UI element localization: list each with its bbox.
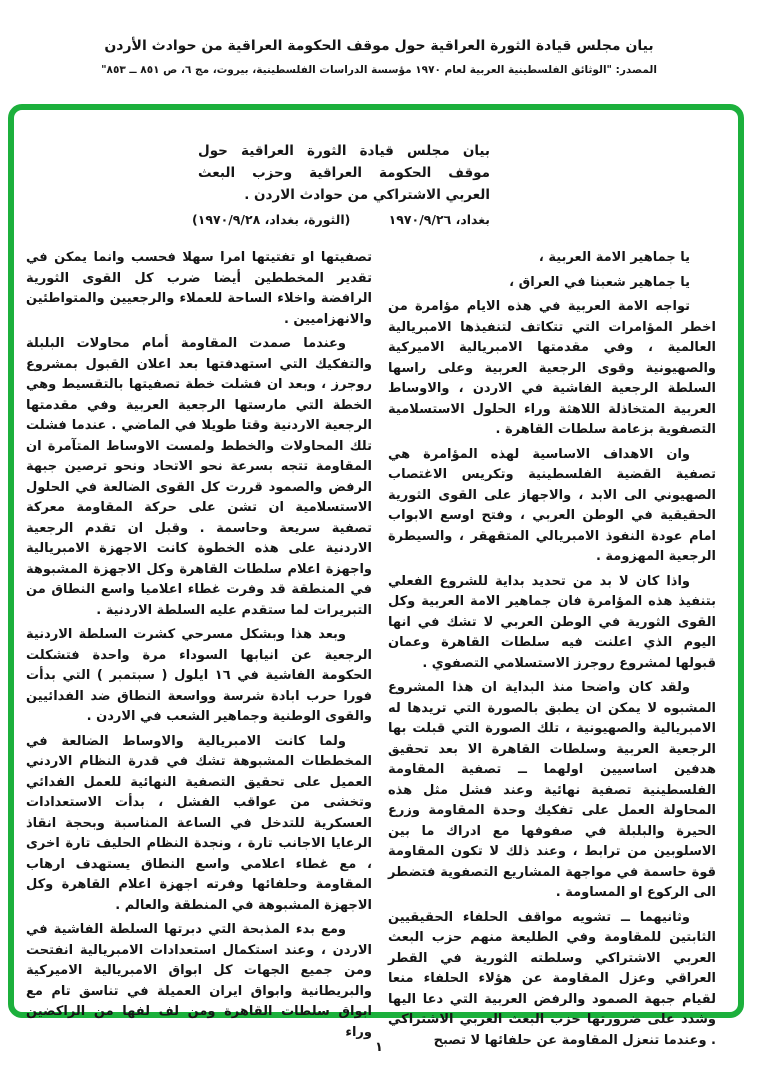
paragraph: وعندما صمدت المقاومة أمام محاولات البلبلة والتفكيك التي استهدفتها بعد اعلان القبول بمشروع روجرز ، وبعد ان فشلت خطة تصفيتها بالتقسيط وهي الخطة التي مارستها الرجعية العربية وفي مقدمتها الرجعية الاردنية وقتا طويلا في الماضي . عندما فشلت تلك المحاولات والخطط ولمست الاوساط المتآمرة ان المقاومة تتجه بسرعة نحو الاتحاد ونحو ترصين جبهة الرفض والصمود قررت كل القوى الضالعة في الحلول الاستسلامية ان تشن على حركة المقاومة معركة تصفية سريعة وحاسمة . وقبل ان تقدم الرجعية الاردنية على هذه الخطوة كانت الاجهزة الامبريالية واجهزة اعلام سلطات القاهرة وكل الاجهزة المشبوهة في المنطقة قد وفرت غطاء اعلاميا واسع النطاق من التبريرات لما ستقدم عليه السلطة الاردنية .	[26, 336, 372, 618]
paragraph: واذا كان لا بد من تحديد بداية للشروع الفعلي بتنفيذ هذه المؤامرة فان جماهير الامة العربية وكل القوى الثورية في الوطن العربي لا تشك في انها اليوم الذي اعلنت فيه سلطات القاهرة وعمان قبولها لمشروع روجرز الاستسلامي التصفوي .	[388, 573, 716, 671]
paragraph: وبعد هذا وبشكل مسرحي كشرت السلطة الاردنية الرجعية عن انيابها السوداء مرة واحدة فتشكلت الحكومة الفاشية في ١٦ ايلول ( سبتمبر ) التي بدأت فورا حرب ابادة شرسة وواسعة النطاق ضد الفدائيين والقوى الوطنية وجماهير الشعب في الاردن .	[26, 627, 372, 724]
paragraph: تصفيتها او تفتيتها امرا سهلا فحسب وانما يمكن في تقدير المخططين أيضا ضرب كل القوى الثورية الرافضة واخلاء الساحة للعملاء والرجعيين والمتواطئين والانهزاميين .	[26, 250, 372, 327]
paragraph: ولقد كان واضحا منذ البداية ان هذا المشروع المشبوه لا يمكن ان يطبق بالصورة التي تريدها له الامبريالية والصهيونية ، تلك الصورة التي قبلت بها الرجعية العربية وسلطات القاهرة الا بعد تحقيق هدفين اساسيين اولهما ــ تصفية المقاومة الفلسطينية تصفية نهائية وعند فشل مثل هذه المحاولة العمل على تفكيك وحدة المقاومة وزرع الحيرة والبلبلة في صفوفها مع ادراك ما بين الاسلوبين من ترابط ، وعند ذلك لا تكون المقاومة قوة حاسمة في مواجهة المشاريع التصفوية فتضطر الى الركوع او المساومة .	[388, 680, 716, 900]
paragraph: ولما كانت الامبريالية والاوساط الضالعة في المخططات المشبوهة تشك في قدرة النظام الاردني العميل على تحقيق التصفية النهائية للعمل الفدائي وتخشى من عواقب الفشل ، بدأت الاستعدادات العسكرية للتدخل في الساعة المناسبة وبحجة انقاذ الرعايا الاجانب تارة ، ونجدة النظام الحليف تارة اخرى ، مع غطاء اعلامي واسع النطاق يستهدف ارهاب المقاومة وحلفائها وفرته اجهزة اعلام القاهرة وكل الاجهزة المشبوهة في المنطقة والعالم .	[26, 733, 372, 913]
document-title: بيان مجلس قيادة الثورة العراقية حول موقف الحكومة العراقية وحزب البعث العربي الاشتراكي من حوادث الاردن .	[198, 143, 490, 203]
paragraph: وثانيهما ــ تشويه مواقف الحلفاء الحقيقيين الثابتين للمقاومة وفي الطليعة منهم حزب البعث العربي الاشتراكي وسلطته الثورية في القطر العراقي وعزل المقاومة عن هؤلاء الحلفاء منعا لقيام جبهة الصمود والرفض العربية التي دعا اليها وشدد على ضرورتها حزب البعث العربي الاشتراكي . وعندما تنعزل المقاومة عن حلفائها لا تصبح	[388, 909, 716, 1048]
green-frame	[8, 104, 744, 1048]
body-column-right	[388, 248, 716, 1055]
header-title: بيان مجلس قيادة الثورة العراقية حول موقف الحكومة العراقية من حوادث الأردن	[104, 38, 654, 54]
paragraph: يا جماهير الامة العربية ،	[538, 250, 690, 265]
dateline-row	[192, 212, 490, 227]
paragraph: وان الاهداف الاساسية لهذه المؤامرة هي تصفية القضية الفلسطينية وتكريس الاغتصاب الصهيوني الى الابد ، والاجهاز على القوى الثورية الحقيقية في الوطن العربي ، وفتح اوسع الابواب امام عودة النفوذ الامبريالي المتقهقر ، والسيطرة الرجعية المهزومة .	[388, 446, 716, 564]
dateline-date: بغداد، ١٩٧٠/٩/٢٦	[388, 212, 490, 227]
body-column-left	[26, 248, 372, 1047]
page-number: ١	[375, 1040, 383, 1055]
paragraph: تواجه الامة العربية في هذه الايام مؤامرة من اخطر المؤامرات التي تتكاتف لتنفيذها الامبريالية العالمية ، وفي مقدمتها الامبريالية الاميركية والصهيونية وقوى الرجعية العربية وعلى راسها السلطة الرجعية الفاشية في الاردن ، والاوساط العربية المتخاذلة اللاهثة وراء الحلول الاستسلامية التصفوية بزعامة سلطات القاهرة .	[388, 299, 716, 437]
header-source-citation: المصدر: "الوثائق الفلسطينية العربية لعام ١٩٧٠ مؤسسة الدراسات الفلسطينية، بيروت، مج ٦، ص ٨٥١ ــ ٨٥٣"	[101, 64, 657, 76]
dateline-publication: (الثورة، بغداد، ١٩٧٠/٩/٢٨)	[192, 212, 351, 227]
paragraph: ومع بدء المذبحة التي دبرتها السلطة الفاشية في الاردن ، وعند استكمال استعدادات الامبريالية انفتحت ومن جميع الجهات كل ابواق الامبريالية الاميركية والبريطانية وابواق ايران العميلة في تناسق تام مع ابواق سلطات القاهرة ومن لف لفها من الراكضين وراء	[26, 922, 372, 1040]
paragraph: يا جماهير شعبنا في العراق ،	[509, 274, 690, 290]
